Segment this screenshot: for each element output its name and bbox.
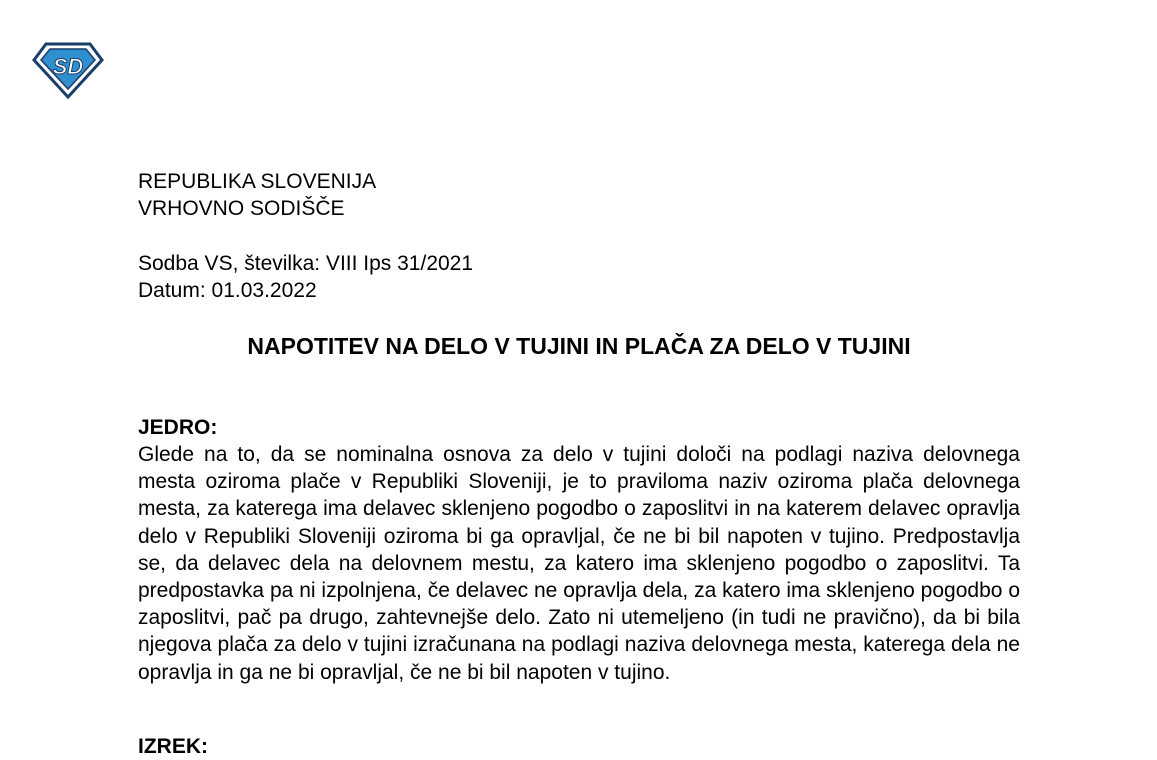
case-meta [138, 250, 473, 304]
court-logo [32, 40, 104, 100]
diamond-logo-icon [32, 40, 104, 100]
jedro-heading: JEDRO: [138, 416, 218, 439]
izrek-heading: IZREK: [138, 735, 208, 758]
court-header [138, 168, 376, 222]
document-title: NAPOTITEV NA DELO V TUJINI IN PLAČA ZA DELO V TUJINI [247, 333, 911, 359]
case-date: Datum: 01.03.2022 [138, 279, 317, 302]
court-name: VRHOVNO SODIŠČE [138, 197, 345, 220]
case-number: Sodba VS, številka: VIII Ips 31/2021 [138, 252, 474, 275]
logo-letters: SD [52, 54, 84, 79]
republic-name: REPUBLIKA SLOVENIJA [138, 170, 377, 193]
jedro-text: Glede na to, da se nominalna osnova za delo v tujini določi na podlagi naziva delovnega mesta oziroma plače v Republiki Sloveniji, je to praviloma naziv oziroma plača delovnega mesta, za katerega ima delavec sklenjeno pogodbo o zaposlitvi in na katerem delavec opravlja delo v Republiki Sloveniji oziroma bi ga opravljal, če ne bi bil napoten v tujino. Predpostavlja se, da delavec dela na delovnem mestu, za katero ima sklenjeno pogodbo o zaposlitvi. Ta predpostavka pa ni izpolnjena, če delavec ne opravlja dela, za katero ima sklenjeno pogodbo o zaposlitvi, pač pa drugo, zahtevnejše delo. Zato ni utemeljeno (in tudi ne pravično), da bi bila njegova plača za delo v tujini izračunana na podlagi naziva delovnega mesta, katerega dela ne opravlja in ga ne bi opravljal, če ne bi bil napoten v tujino. [138, 443, 1020, 684]
